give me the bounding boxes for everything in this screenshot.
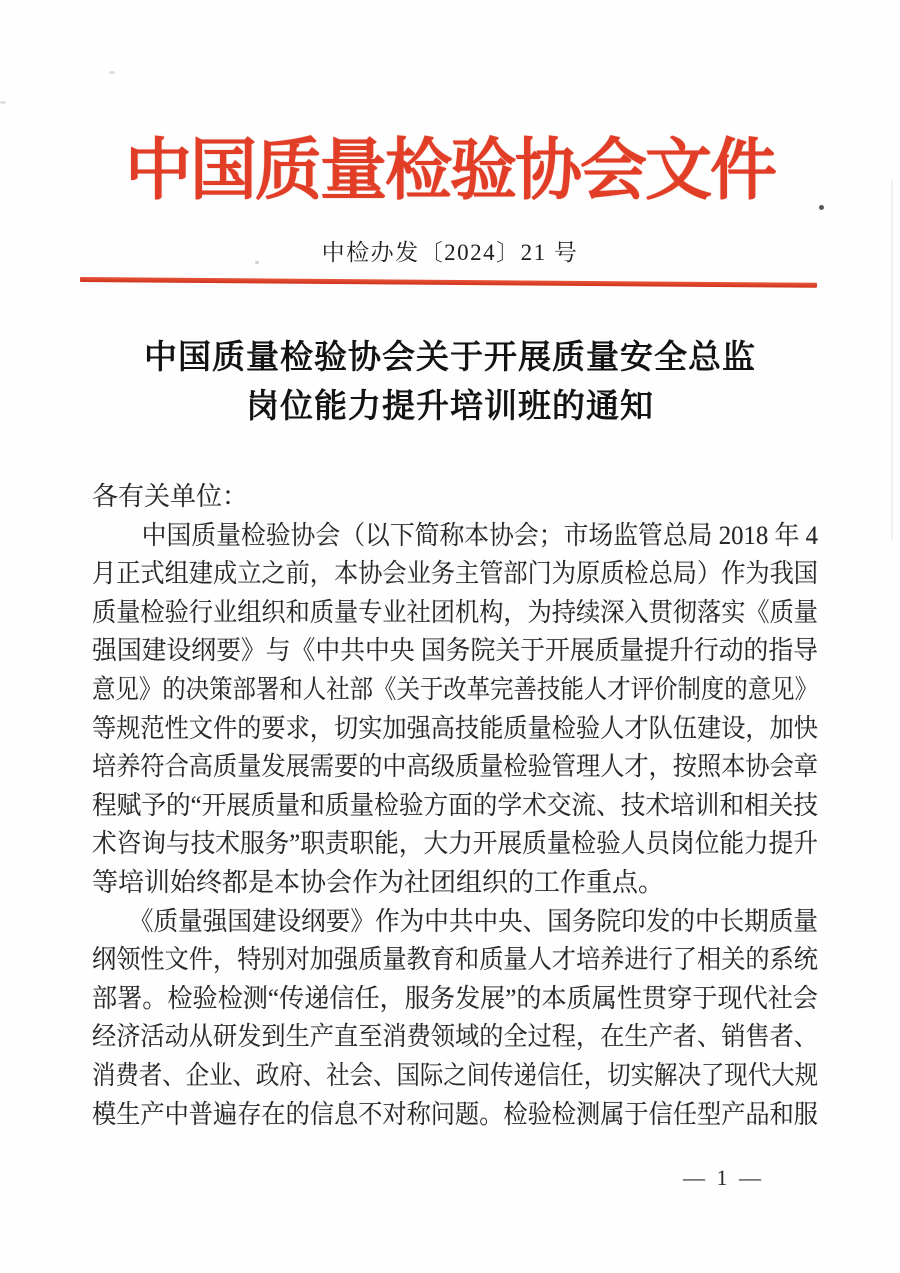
scan-edge-shadow xyxy=(891,180,893,540)
scan-artifact-dot xyxy=(255,261,259,264)
body-text-line: 模生产中普遍存在的信息不对称问题。检验检测属于信任型产品和服 xyxy=(92,1099,818,1129)
body-text-line: 培养符合高质量发展需要的中高级质量检验管理人才，按照本协会章 xyxy=(92,752,818,782)
red-divider-rule xyxy=(80,277,817,287)
document-title-line-2: 岗位能力提升培训班的通知 xyxy=(246,389,654,425)
body-text-line: 程赋予的“开展质量和质量检验方面的学术交流、技术培训和相关技 xyxy=(92,790,818,820)
body-text-line: 经济活动从研发到生产直至消费领域的全过程，在生产者、销售者、 xyxy=(92,1022,818,1052)
document-title xyxy=(0,334,900,432)
scan-artifact-smudge xyxy=(0,101,6,104)
body-text-line: 等规范性文件的要求，切实加强高技能质量检验人才队伍建设，加快 xyxy=(92,713,818,743)
document-title-line-1: 中国质量检验协会关于开展质量安全总监 xyxy=(144,340,756,376)
body-text-line: 部署。检验检测“传递信任，服务发展”的本质属性贯穿于现代社会 xyxy=(92,983,818,1013)
body-text-line: 意见》的决策部署和人社部《关于改革完善技能人才评价制度的意见》 xyxy=(92,674,818,704)
body-text-line: 中国质量检验协会（以下简称本协会；市场监管总局 2018 年 4 xyxy=(92,520,818,550)
body-text-line: 术咨询与技术服务”职责职能，大力开展质量检验人员岗位能力提升 xyxy=(92,829,818,859)
page-number: — 1 — xyxy=(683,1165,764,1190)
body-text-line: 各有关单位： xyxy=(92,482,249,511)
body-text-line: 月正式组建成立之前，本协会业务主管部门为原质检总局）作为我国 xyxy=(92,559,818,589)
body-text-line: 质量检验行业组织和质量专业社团机构，为持续深入贯彻落实《质量 xyxy=(92,597,818,627)
scan-artifact-dot xyxy=(819,205,824,210)
body-text-line: 等培训始终都是本协会作为社团组织的工作重点。 xyxy=(92,867,665,897)
document-body xyxy=(92,478,818,1134)
body-text-line: 《质量强国建设纲要》作为中共中央、国务院印发的中长期质量 xyxy=(92,906,818,936)
document-number: 中检办发〔2024〕21 号 xyxy=(321,240,579,265)
body-text-line: 消费者、企业、政府、社会、国际之间传递信任，切实解决了现代大规 xyxy=(92,1060,818,1090)
letterhead-banner-title: 中国质量检验协会文件 xyxy=(125,134,775,208)
scan-artifact-smudge xyxy=(109,71,115,74)
body-text-line: 强国建设纲要》与《中共中央 国务院关于开展质量提升行动的指导 xyxy=(92,636,818,666)
body-text-line: 纲领性文件，特别对加强质量教育和质量人才培养进行了相关的系统 xyxy=(92,945,818,975)
